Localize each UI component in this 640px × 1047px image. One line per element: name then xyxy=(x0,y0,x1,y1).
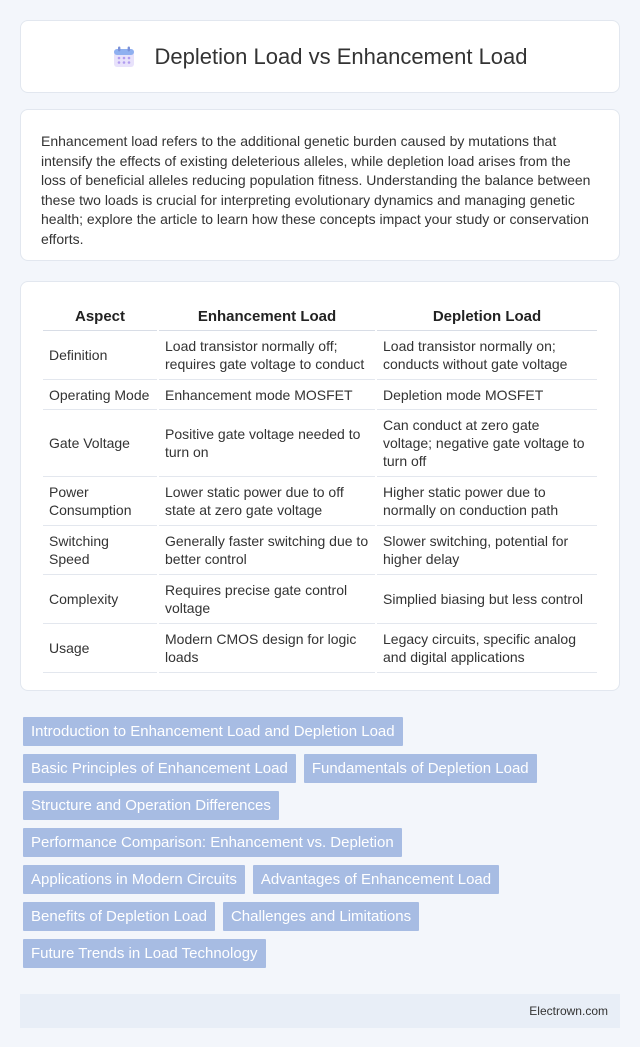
table-row xyxy=(43,575,597,624)
tag-link[interactable]: Future Trends in Load Technology xyxy=(23,939,266,968)
row-aspect: Switching Speed xyxy=(43,526,157,575)
table-row xyxy=(43,624,597,673)
tag-link[interactable]: Structure and Operation Differences xyxy=(23,791,279,820)
footer-brand[interactable]: Electrown.com xyxy=(529,1004,608,1018)
row-depletion: Higher static power due to normally on conduction path xyxy=(377,477,597,526)
row-depletion: Legacy circuits, specific analog and digital applications xyxy=(377,624,597,673)
page-title: Depletion Load vs Enhancement Load xyxy=(154,43,528,69)
table-row xyxy=(43,331,597,380)
row-enhancement: Generally faster switching due to better control xyxy=(159,526,375,575)
table-row xyxy=(43,380,597,410)
intro-card xyxy=(20,109,620,261)
row-aspect: Usage xyxy=(43,624,157,673)
calendar-icon xyxy=(112,45,136,69)
row-aspect: Gate Voltage xyxy=(43,410,157,477)
row-enhancement: Modern CMOS design for logic loads xyxy=(159,624,375,673)
row-aspect: Complexity xyxy=(43,575,157,624)
tag-link[interactable]: Benefits of Depletion Load xyxy=(23,902,215,931)
row-enhancement: Lower static power due to off state at zero gate voltage xyxy=(159,477,375,526)
tag-link[interactable]: Advantages of Enhancement Load xyxy=(253,865,499,894)
row-depletion: Simplied biasing but less control xyxy=(377,575,597,624)
tag-link[interactable]: Fundamentals of Depletion Load xyxy=(304,754,537,783)
footer xyxy=(20,994,620,1028)
table-row xyxy=(43,477,597,526)
header-depletion: Depletion Load xyxy=(377,302,597,331)
tag-link[interactable]: Applications in Modern Circuits xyxy=(23,865,245,894)
header-enhancement: Enhancement Load xyxy=(159,302,375,331)
table-row xyxy=(43,526,597,575)
row-enhancement: Requires precise gate control voltage xyxy=(159,575,375,624)
row-aspect: Definition xyxy=(43,331,157,380)
row-aspect: Operating Mode xyxy=(43,380,157,410)
topic-tags xyxy=(20,717,620,968)
row-depletion: Load transistor normally on; conducts without gate voltage xyxy=(377,331,597,380)
row-enhancement: Positive gate voltage needed to turn on xyxy=(159,410,375,477)
row-depletion: Can conduct at zero gate voltage; negative gate voltage to turn off xyxy=(377,410,597,477)
table-row xyxy=(43,410,597,477)
row-enhancement: Load transistor normally off; requires gate voltage to conduct xyxy=(159,331,375,380)
comparison-table-card xyxy=(20,281,620,691)
row-depletion: Depletion mode MOSFET xyxy=(377,380,597,410)
row-depletion: Slower switching, potential for higher delay xyxy=(377,526,597,575)
tag-link[interactable]: Basic Principles of Enhancement Load xyxy=(23,754,296,783)
tag-link[interactable]: Performance Comparison: Enhancement vs. Depletion xyxy=(23,828,402,857)
comparison-table xyxy=(41,302,599,673)
intro-paragraph: Enhancement load refers to the additional genetic burden caused by mutations that intensify the effects of existing deleterious alleles, while depletion load arises from the loss of beneficial alleles reducing population fitness. Understanding the balance between these two loads is crucial for interpreting evolutionary dynamics and managing genetic health; explore the article to learn how these concepts impact your study or conservation efforts. xyxy=(41,133,591,247)
row-aspect: Power Consumption xyxy=(43,477,157,526)
header-aspect: Aspect xyxy=(43,302,157,331)
table-header-row xyxy=(43,302,597,331)
title-card xyxy=(20,20,620,93)
row-enhancement: Enhancement mode MOSFET xyxy=(159,380,375,410)
tag-link[interactable]: Introduction to Enhancement Load and Depletion Load xyxy=(23,717,403,746)
tag-link[interactable]: Challenges and Limitations xyxy=(223,902,419,931)
